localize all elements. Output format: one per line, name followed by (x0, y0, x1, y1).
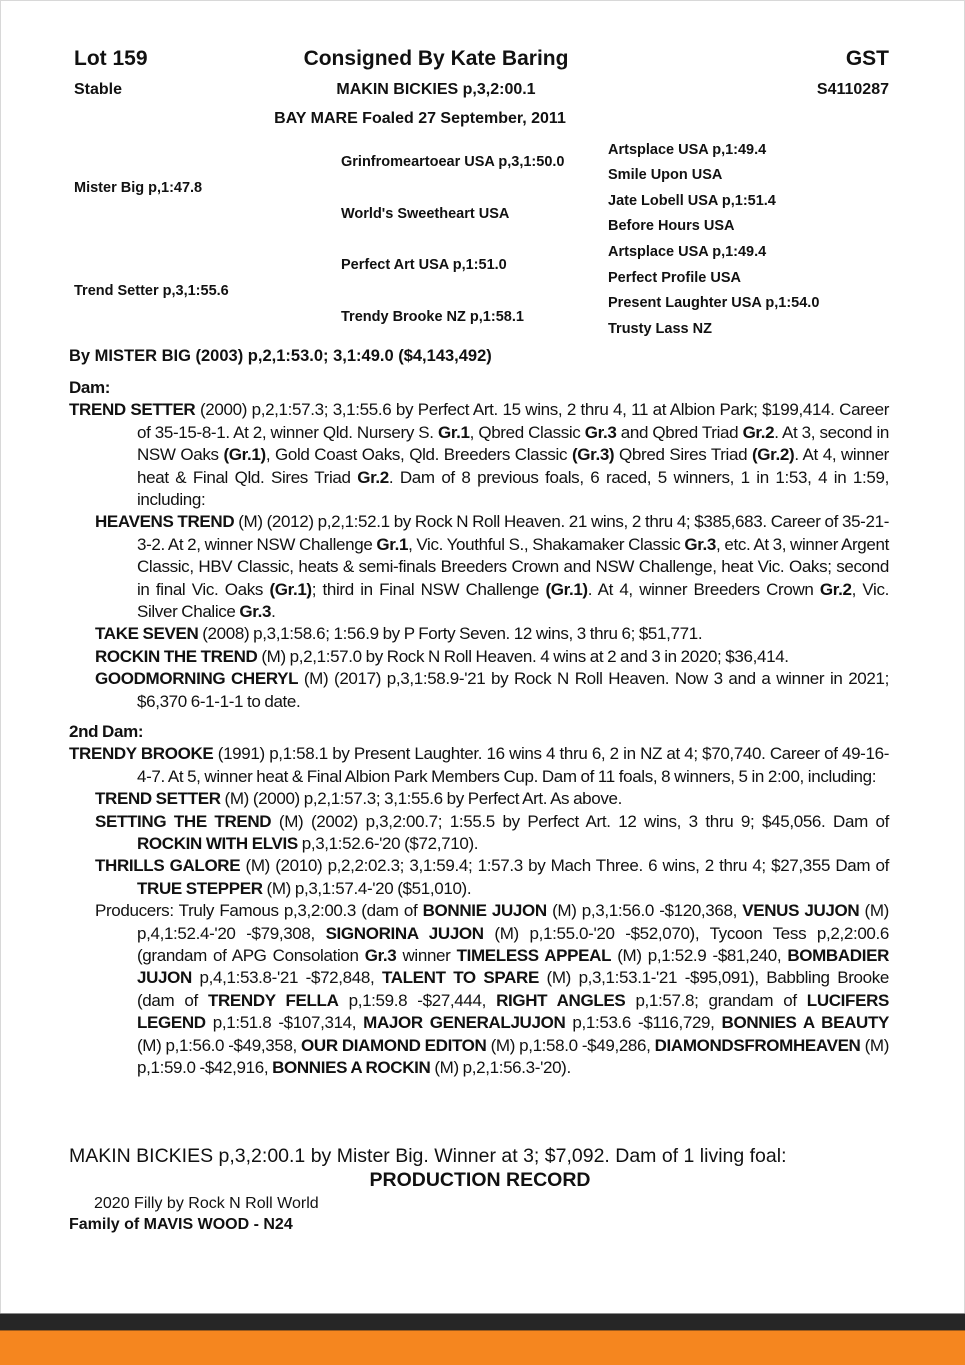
producers-text: (M) p,1:58.0 -$49,286, (486, 1035, 655, 1055)
foal-name: HEAVENS TREND (95, 512, 235, 532)
offspring-name: RIGHT ANGLES (496, 990, 626, 1010)
producers-text: p,1:57.8; grandam of (625, 990, 807, 1010)
family-line: Family of MAVIS WOOD - N24 (69, 1216, 293, 1233)
grade: (Gr.1) (269, 579, 312, 599)
second-dam-name: TRENDY BROOKE (69, 744, 214, 764)
offspring-name: SIGNORINA JUJON (325, 923, 484, 943)
second-dam-entry (69, 743, 889, 788)
foal-text: (M) (2012) p,2,1:52.1 by Rock N Roll Heaven. 21 wins, 2 thru 4; $385,683. Career of 35-21-3-2. At 2, winner NSW Challenge (137, 512, 890, 554)
grade: Gr.3 (584, 422, 617, 442)
stable-label: Stable (74, 81, 123, 98)
offspring-name: TIMELESS APPEAL (456, 946, 612, 966)
grade: (Gr.3) (571, 445, 615, 465)
foal-name: THRILLS GALORE (95, 856, 241, 876)
producers-text: (M) p,3,1:53.1-'21 -$95,091), Babbling Brooke (dam of (137, 968, 890, 1010)
offspring-name: BONNIE JUJON (422, 901, 547, 921)
dam-text: . Dam of 8 previous foals, 6 raced, 5 winners, 1 in 1:53, 4 in 1:59, including: (137, 467, 889, 510)
producers-text: Producers: Truly Famous p,3,2:00.3 (dam of (95, 901, 423, 921)
grade: (Gr.2) (752, 445, 795, 465)
producers-text: (M) p,4,1:52.4-'20 -$79,308, (137, 901, 889, 943)
producers-text: p,1:51.8 -$107,314, (205, 1013, 364, 1033)
offspring-name: VENUS JUJON (742, 901, 860, 921)
foal-text: (M) (2010) p,2,2:02.3; 3,1:59.4; 1:57.3 by Mach Three. 6 wins, 2 thru 4; $27,355 Dam of (240, 856, 889, 876)
pedigree-dam-dam: Trendy Brooke NZ p,1:58.1 (341, 309, 524, 325)
dam-text: Qbred Sires Triad (614, 445, 752, 465)
gst-label: GST (845, 47, 889, 70)
pedigree-dam: Trend Setter p,3,1:55.6 (74, 283, 229, 299)
production-foal: 2020 Filly by Rock N Roll World (94, 1195, 319, 1212)
foal-entry (69, 855, 889, 900)
dam-label: Dam: (69, 378, 111, 397)
pedigree-dam-sire: Perfect Art USA p,1:51.0 (341, 257, 507, 273)
foal-name: TREND SETTER (95, 789, 221, 809)
grade: Gr.2 (742, 422, 775, 442)
offspring-name: BONNIES A ROCKIN (272, 1058, 431, 1078)
dam-name: TREND SETTER (69, 400, 196, 420)
foal-text: (M) (2002) p,3,2:00.7; 1:55.5 by Perfect Art. 12 wins, 3 thru 9; $45,056. Dam of (271, 811, 889, 831)
dam-text: (2000) p,2,1:57.3; 3,1:55.6 by Perfect Art. 15 wins, 2 thru 4, 11 at Albion Park; $199,414. Career of 35-15-8-1. At 2, winner Qld. Nursery S. (137, 400, 890, 442)
foal-name: ROCKIN THE TREND (95, 646, 258, 666)
grade: Gr.2 (819, 579, 852, 599)
foal-text: (M) (2017) p,3,1:58.9-'21 by Rock N Roll Heaven. Now 3 and a winner in 2021; $6,370 6-1-1-1 to date. (137, 669, 889, 711)
second-dam-text: (1991) p,1:58.1 by Present Laughter. 16 wins 4 thru 6, 2 in NZ at 4; $70,740. Career of 49-16-4-7. At 5, winner heat & Final Albion Park Members Cup. Dam of 11 foals, 8 winners, 5 in 2:00, including: (137, 744, 890, 786)
pedigree-sire-dam: World's Sweetheart USA (341, 206, 510, 222)
second-dam-label: 2nd Dam: (69, 722, 144, 741)
dam-text: . At 3, second in NSW Oaks (137, 422, 890, 465)
producers-text: (M) p,3,1:56.0 -$120,368, (546, 901, 743, 921)
grade: Gr.3 (239, 602, 272, 622)
footer-dark-band (0, 1313, 965, 1331)
pedigree-gen3-2: Smile Upon USA (608, 167, 723, 183)
producers-entry (69, 900, 889, 1079)
producers-text: p,1:59.8 -$27,444, (338, 990, 497, 1010)
producers-text: (M) p,2,1:56.3-'20). (430, 1058, 571, 1078)
sire-line: By MISTER BIG (2003) p,2,1:53.0; 3,1:49.0 ($4,143,492) (69, 347, 492, 365)
second-dam-section (69, 721, 889, 1080)
dam-entry (69, 399, 889, 511)
pedigree-gen3-6: Perfect Profile USA (608, 270, 741, 286)
grade: Gr.2 (357, 467, 389, 487)
producers-text: p,4,1:53.8-'21 -$72,848, (191, 968, 382, 988)
producers-text: (M) p,1:52.9 -$81,240, (611, 946, 788, 966)
horse-description: BAY MARE Foaled 27 September, 2011 (274, 110, 566, 127)
pedigree-gen3-7: Present Laughter USA p,1:54.0 (608, 295, 820, 311)
pedigree-gen3-5: Artsplace USA p,1:49.4 (608, 244, 767, 260)
foal-text: (M) (2000) p,2,1:57.3; 3,1:55.6 by Perfect Art. As above. (220, 789, 623, 809)
production-record-title: PRODUCTION RECORD (369, 1169, 591, 1191)
producers-text: (M) p,1:56.0 -$49,358, (137, 1035, 302, 1055)
foal-name: SETTING THE TREND (95, 811, 272, 831)
foal-text: . At 4, winner Breeders Crown (587, 579, 820, 599)
dam-text: , Gold Coast Oaks, Qld. Breeders Classic (265, 445, 572, 465)
foal-entry (69, 668, 889, 713)
offspring-name: MAJOR GENERALJUJON (363, 1013, 566, 1033)
foal-name: GOODMORNING CHERYL (95, 669, 299, 689)
producers-text: (M) p,1:55.0-'20 -$52,070), Tycoon Tess p,2,2:00.6 (grandam of APG Consolation (137, 923, 890, 966)
foal-text: , etc. At 3, winner Argent Classic, HBV Classic, heats & semi-finals Breeders Crown and NSW Challenge, heat Vic. Oaks; second in final Vic. Oaks (137, 534, 889, 599)
pedigree-gen3-3: Jate Lobell USA p,1:51.4 (608, 193, 776, 209)
summary-line: MAKIN BICKIES p,3,2:00.1 by Mister Big. Winner at 3; $7,092. Dam of 1 living foal: (69, 1145, 787, 1167)
grade: Gr.1 (376, 534, 409, 554)
consignor: Consigned By Kate Baring (303, 47, 569, 70)
pedigree-gen3-8: Trusty Lass NZ (608, 321, 712, 337)
producers-text: (M) p,1:59.0 -$42,916, (137, 1035, 889, 1078)
pedigree-sire-sire: Grinfromeartoear USA p,3,1:50.0 (341, 154, 565, 170)
foal-text: (M) p,2,1:57.0 by Rock N Roll Heaven. 4 wins at 2 and 3 in 2020; $36,414. (257, 646, 789, 666)
offspring-name: TRUE STEPPER (137, 878, 263, 898)
offspring-name: BOMBADIER JUJON (137, 946, 889, 988)
producers-text: winner (396, 946, 457, 966)
offspring-name: TALENT TO SPARE (381, 968, 539, 988)
dam-text: and Qbred Triad (616, 422, 743, 442)
offspring-name: TRENDY FELLA (207, 990, 339, 1010)
foal-text: (2008) p,3,1:58.6; 1:56.9 by P Forty Seven. 12 wins, 3 thru 6; $51,771. (198, 624, 703, 644)
foal-entry (69, 511, 889, 623)
footer-orange-band (0, 1330, 965, 1365)
offspring-name: ROCKIN WITH ELVIS (137, 834, 298, 854)
pedigree-sire: Mister Big p,1:47.8 (74, 180, 203, 196)
reference-code: S4110287 (816, 81, 889, 98)
producers-text: p,1:53.6 -$116,729, (565, 1013, 722, 1033)
foal-text: p,3,1:52.6-'20 ($72,710). (297, 834, 479, 854)
pedigree-gen3-4: Before Hours USA (608, 218, 735, 234)
dam-text: , Qbred Classic (469, 422, 585, 442)
offspring-name: DIAMONDSFROMHEAVEN (654, 1035, 861, 1055)
grade: Gr.3 (364, 946, 397, 966)
foal-text: , Vic. Youthful S., Shakamaker Classic (408, 534, 685, 554)
grade: Gr.3 (684, 534, 717, 554)
foal-text: (M) p,3,1:57.4-'20 ($51,010). (262, 878, 472, 898)
grade: (Gr.1) (223, 445, 266, 465)
offspring-name: BONNIES A BEAUTY (721, 1013, 889, 1033)
grade: Gr.1 (437, 422, 470, 442)
foal-entry (69, 646, 889, 668)
dam-text: . At 4, winner heat & Final Qld. Sires Triad (137, 445, 889, 487)
foal-text: ; third in Final NSW Challenge (311, 579, 546, 599)
foal-entry (69, 623, 889, 645)
foal-text: . (271, 602, 276, 622)
foal-text: , Vic. Silver Chalice (137, 579, 889, 622)
grade: (Gr.1) (545, 579, 588, 599)
foal-entry (69, 788, 889, 810)
foal-entry (69, 811, 889, 856)
offspring-name: LUCIFERS LEGEND (137, 990, 889, 1033)
pedigree-gen3-1: Artsplace USA p,1:49.4 (608, 142, 767, 158)
horse-name: MAKIN BICKIES p,3,2:00.1 (336, 81, 536, 98)
dam-section (69, 377, 889, 713)
offspring-name: OUR DIAMOND EDITON (301, 1035, 487, 1055)
foal-name: TAKE SEVEN (95, 624, 199, 644)
lot-number: Lot 159 (74, 47, 148, 70)
